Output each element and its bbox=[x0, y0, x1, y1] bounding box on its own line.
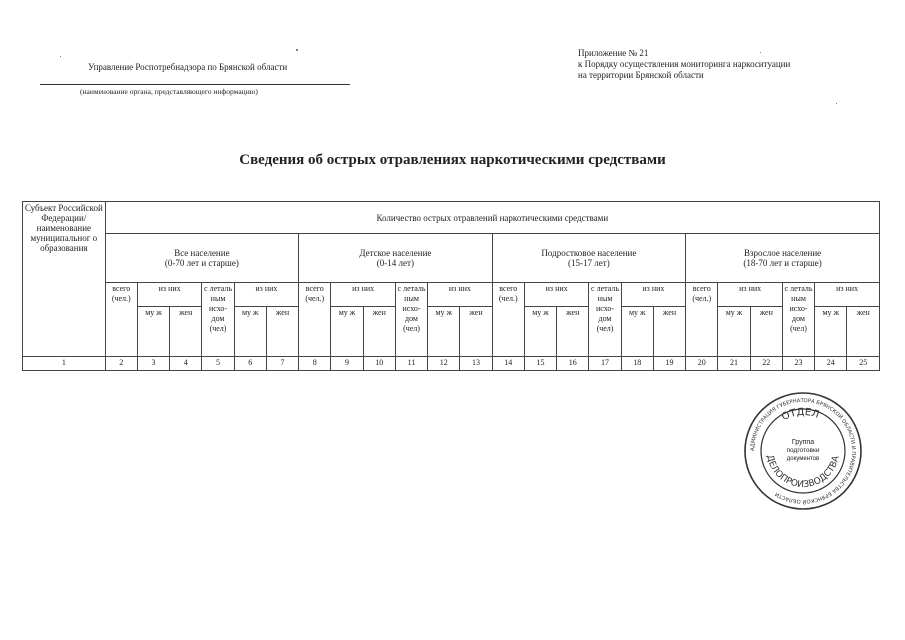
col-number: 17 bbox=[589, 357, 621, 371]
col-total: всего (чел.) bbox=[492, 283, 524, 357]
col-of-them: из них bbox=[718, 283, 783, 307]
group-header-adults: Взрослое население (18-70 лет и старше) bbox=[686, 234, 880, 283]
col-male: му ж bbox=[524, 307, 556, 357]
col-total: всего (чел.) bbox=[299, 283, 331, 357]
col-number: 11 bbox=[395, 357, 427, 371]
col-male: му ж bbox=[428, 307, 460, 357]
col-number: 16 bbox=[557, 357, 589, 371]
col-female: жен bbox=[847, 307, 880, 357]
official-stamp bbox=[742, 390, 864, 512]
col-number: 18 bbox=[621, 357, 653, 371]
main-header: Количество острых отравлений наркотическими средствами bbox=[105, 202, 879, 234]
scan-speck bbox=[60, 56, 61, 57]
col-of-them: из них bbox=[137, 283, 202, 307]
col-of-them: из них bbox=[815, 283, 880, 307]
col-number: 12 bbox=[428, 357, 460, 371]
col-of-them: из них bbox=[428, 283, 493, 307]
col-fatal: с леталь ным исхо- дом (чел) bbox=[589, 283, 621, 357]
report-table bbox=[22, 201, 880, 371]
col-number: 20 bbox=[686, 357, 718, 371]
group-header-all: Все население (0-70 лет и старше) bbox=[105, 234, 299, 283]
col-fatal: с леталь ным исхо- дом (чел) bbox=[202, 283, 234, 357]
appendix-line-1: Приложение № 21 bbox=[578, 48, 649, 58]
col-of-them: из них bbox=[621, 283, 686, 307]
col-female: жен bbox=[750, 307, 782, 357]
col-number: 4 bbox=[170, 357, 202, 371]
appendix-line-3: на территории Брянской области bbox=[578, 70, 704, 80]
group-header-teens: Подростковое население (15-17 лет) bbox=[492, 234, 686, 283]
appendix-block bbox=[578, 48, 790, 81]
col-female: жен bbox=[266, 307, 298, 357]
group-header-children: Детское население (0-14 лет) bbox=[299, 234, 493, 283]
col-number: 3 bbox=[137, 357, 169, 371]
col-female: жен bbox=[460, 307, 492, 357]
col-male: му ж bbox=[621, 307, 653, 357]
col-number: 14 bbox=[492, 357, 524, 371]
col-number: 1 bbox=[23, 357, 106, 371]
organ-underline bbox=[40, 84, 350, 85]
col-fatal: с леталь ным исхо- дом (чел) bbox=[782, 283, 814, 357]
scan-speck bbox=[296, 49, 298, 51]
stamp-bottom-text: ДЕЛОПРОИЗВОДСТВА bbox=[764, 453, 842, 491]
col-fatal: с леталь ным исхо- дом (чел) bbox=[395, 283, 427, 357]
col-total: всего (чел.) bbox=[686, 283, 718, 357]
appendix-line-2: к Порядку осуществления мониторинга наркоситуации bbox=[578, 59, 791, 69]
scan-speck bbox=[836, 103, 837, 104]
col-number: 6 bbox=[234, 357, 266, 371]
col-number: 13 bbox=[460, 357, 492, 371]
col-female: жен bbox=[557, 307, 589, 357]
col-male: му ж bbox=[234, 307, 266, 357]
col-number: 5 bbox=[202, 357, 234, 371]
col-of-them: из них bbox=[524, 283, 589, 307]
col-total: всего (чел.) bbox=[105, 283, 137, 357]
col-female: жен bbox=[363, 307, 395, 357]
col-male: му ж bbox=[815, 307, 847, 357]
col-of-them: из них bbox=[234, 283, 299, 307]
col-male: му ж bbox=[718, 307, 750, 357]
stamp-center-line-3: документов bbox=[786, 456, 820, 462]
subject-header: Субъект Российской Федерации/ наименование муниципальног о образования bbox=[23, 202, 106, 357]
col-number: 10 bbox=[363, 357, 395, 371]
stamp-ring-text: АДМИНИСТРАЦИЯ ГУБЕРНАТОРА БРЯНСКОЙ ОБЛАСТИ И ПРАВИТЕЛЬСТВА БРЯНСКОЙ ОБЛАСТИ bbox=[749, 397, 857, 505]
col-male: му ж bbox=[331, 307, 363, 357]
col-number: 9 bbox=[331, 357, 363, 371]
col-number: 23 bbox=[782, 357, 814, 371]
scan-speck bbox=[760, 52, 761, 53]
column-number-row bbox=[23, 357, 880, 371]
col-number: 2 bbox=[105, 357, 137, 371]
col-number: 8 bbox=[299, 357, 331, 371]
page-title: Сведения об острых отравлениях наркотическими средствами bbox=[239, 152, 666, 168]
col-number: 7 bbox=[266, 357, 298, 371]
stamp-top-text: ОТДЕЛ bbox=[780, 406, 821, 424]
stamp-center-line-1: Группа bbox=[791, 439, 815, 446]
col-of-them: из них bbox=[331, 283, 396, 307]
col-number: 15 bbox=[524, 357, 556, 371]
col-female: жен bbox=[170, 307, 202, 357]
col-male: му ж bbox=[137, 307, 169, 357]
col-number: 25 bbox=[847, 357, 880, 371]
col-number: 21 bbox=[718, 357, 750, 371]
organ-note: (наименование органа, представляющего информацию) bbox=[80, 87, 258, 96]
organ-name: Управление Роспотребнадзора по Брянской области bbox=[88, 62, 288, 72]
col-female: жен bbox=[653, 307, 685, 357]
col-number: 22 bbox=[750, 357, 782, 371]
col-number: 19 bbox=[653, 357, 685, 371]
stamp-center-line-2: подготовки bbox=[786, 447, 820, 454]
col-number: 24 bbox=[815, 357, 847, 371]
